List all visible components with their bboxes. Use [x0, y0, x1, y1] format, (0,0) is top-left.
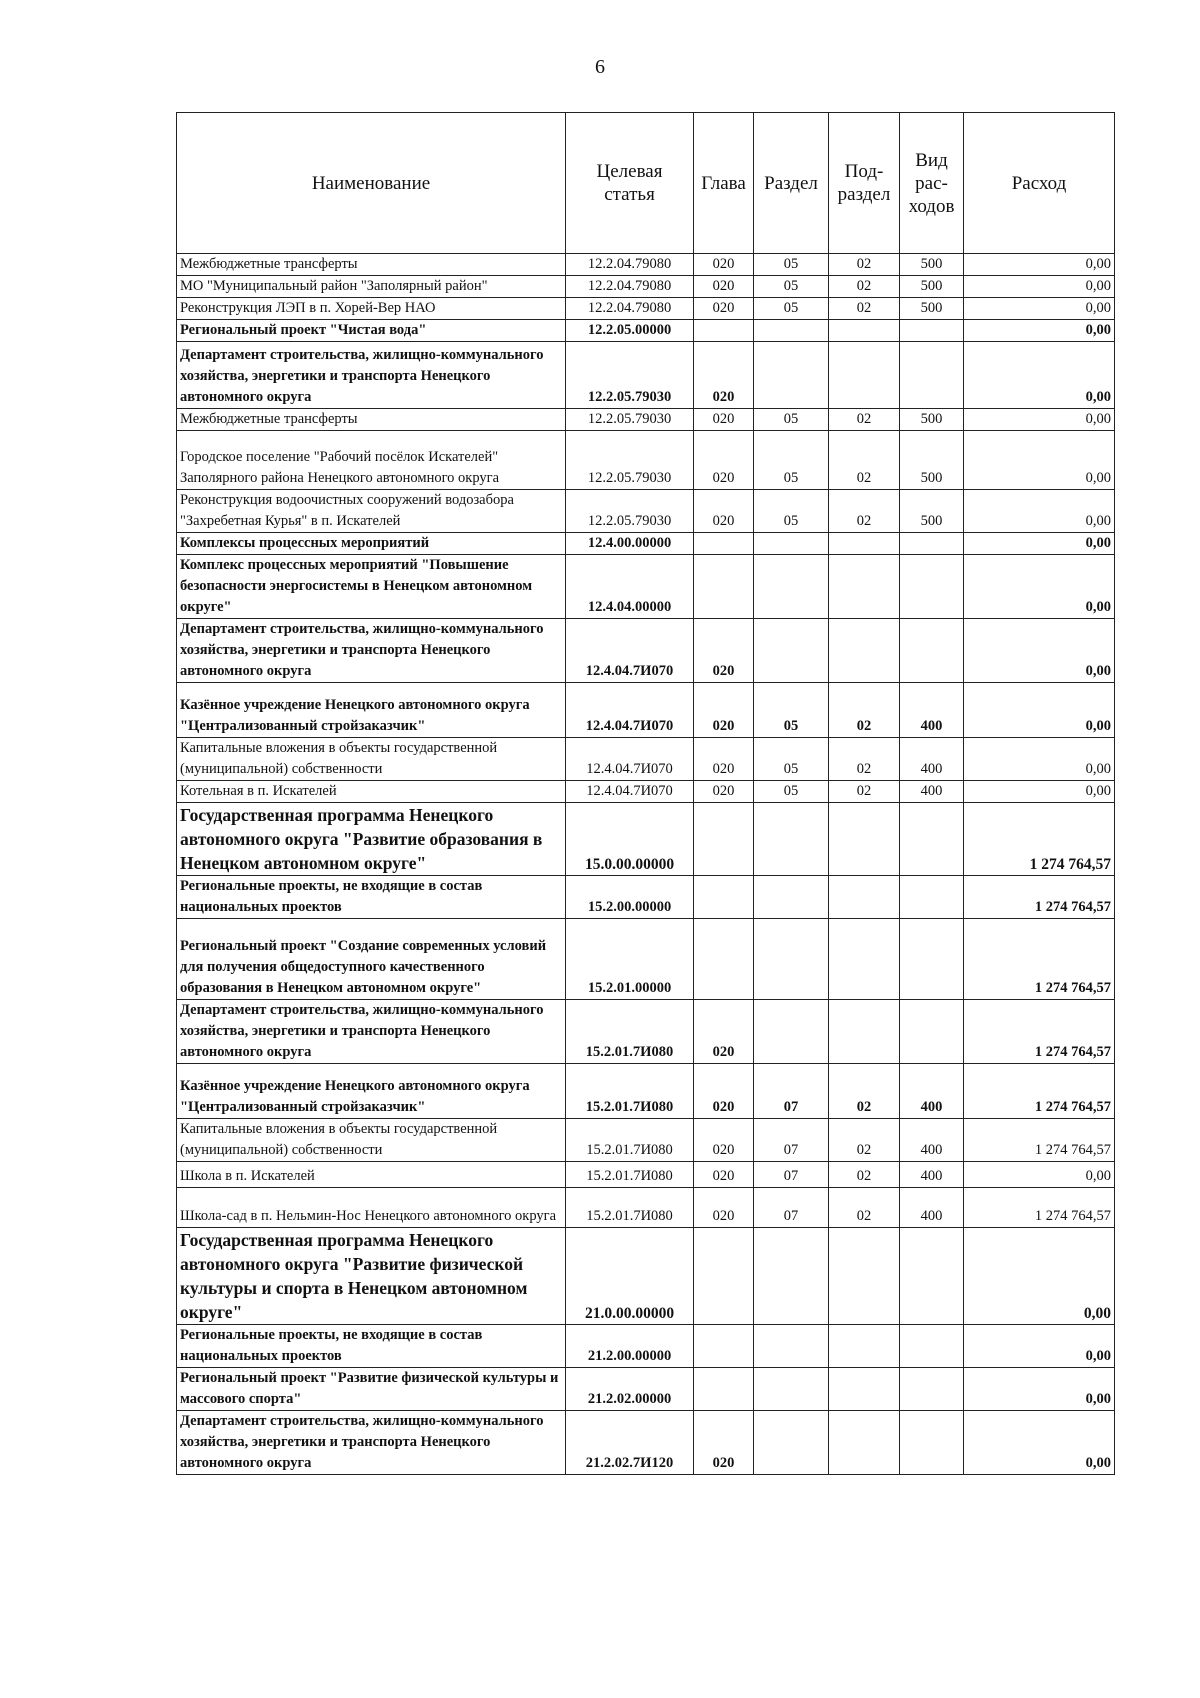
cell-expense-type [900, 555, 964, 619]
cell-target: 12.2.04.79080 [566, 276, 694, 298]
cell-name: Казённое учреждение Ненецкого автономного округа "Централизованный стройзаказчик" [177, 683, 566, 738]
cell-subsection [829, 533, 900, 555]
cell-target: 15.0.00.00000 [566, 803, 694, 876]
cell-section [754, 619, 829, 683]
header-chapter: Глава [694, 113, 754, 254]
header-expense-type: Вид рас-ходов [900, 113, 964, 254]
cell-subsection: 02 [829, 738, 900, 781]
cell-name: Капитальные вложения в объекты государственной (муниципальной) собственности [177, 738, 566, 781]
cell-chapter [694, 533, 754, 555]
table-row [177, 555, 1115, 619]
cell-chapter [694, 876, 754, 919]
cell-amount: 0,00 [964, 298, 1115, 320]
cell-section: 05 [754, 781, 829, 803]
cell-target: 12.2.04.79080 [566, 298, 694, 320]
cell-target: 15.2.01.00000 [566, 919, 694, 1000]
cell-subsection: 02 [829, 276, 900, 298]
cell-amount: 1 274 764,57 [964, 1064, 1115, 1119]
cell-expense-type [900, 876, 964, 919]
cell-section: 07 [754, 1064, 829, 1119]
cell-expense-type [900, 342, 964, 409]
cell-name: Региональный проект "Чистая вода" [177, 320, 566, 342]
cell-chapter [694, 1368, 754, 1411]
cell-chapter: 020 [694, 619, 754, 683]
cell-amount: 0,00 [964, 409, 1115, 431]
cell-expense-type: 500 [900, 431, 964, 490]
cell-target: 12.4.04.7И070 [566, 619, 694, 683]
cell-name: Реконструкция ЛЭП в п. Хорей-Вер НАО [177, 298, 566, 320]
cell-section [754, 803, 829, 876]
cell-name: Комплексы процессных мероприятий [177, 533, 566, 555]
cell-subsection [829, 919, 900, 1000]
cell-subsection: 02 [829, 781, 900, 803]
table-header-row [177, 113, 1115, 254]
cell-name: Реконструкция водоочистных сооружений водозабора "Захребетная Курья" в п. Искателей [177, 490, 566, 533]
cell-target: 15.2.01.7И080 [566, 1000, 694, 1064]
cell-name: Городское поселение "Рабочий посёлок Искателей" Заполярного района Ненецкого автономного округа [177, 431, 566, 490]
cell-subsection [829, 876, 900, 919]
cell-name: Капитальные вложения в объекты государственной (муниципальной) собственности [177, 1119, 566, 1162]
cell-target: 15.2.01.7И080 [566, 1064, 694, 1119]
cell-subsection [829, 803, 900, 876]
cell-subsection [829, 1411, 900, 1475]
table-row [177, 342, 1115, 409]
cell-subsection: 02 [829, 683, 900, 738]
table-row [177, 490, 1115, 533]
cell-amount: 0,00 [964, 1162, 1115, 1188]
cell-chapter [694, 555, 754, 619]
table-row [177, 781, 1115, 803]
cell-target: 12.2.05.79030 [566, 409, 694, 431]
cell-target: 15.2.01.7И080 [566, 1162, 694, 1188]
cell-chapter: 020 [694, 431, 754, 490]
cell-chapter: 020 [694, 738, 754, 781]
cell-chapter: 020 [694, 1000, 754, 1064]
cell-chapter [694, 320, 754, 342]
cell-section: 07 [754, 1162, 829, 1188]
cell-expense-type: 400 [900, 738, 964, 781]
cell-chapter: 020 [694, 409, 754, 431]
cell-subsection [829, 1000, 900, 1064]
cell-target: 15.2.01.7И080 [566, 1188, 694, 1228]
cell-subsection [829, 320, 900, 342]
cell-chapter: 020 [694, 276, 754, 298]
cell-target: 12.4.04.7И070 [566, 781, 694, 803]
table-row [177, 409, 1115, 431]
cell-name: Государственная программа Ненецкого автономного округа "Развитие образования в Ненецком автономном округе" [177, 803, 566, 876]
cell-amount: 1 274 764,57 [964, 1188, 1115, 1228]
cell-section [754, 342, 829, 409]
cell-name: Региональные проекты, не входящие в состав национальных проектов [177, 1325, 566, 1368]
cell-subsection [829, 619, 900, 683]
cell-expense-type [900, 1368, 964, 1411]
cell-expense-type: 500 [900, 409, 964, 431]
cell-name: Департамент строительства, жилищно-коммунального хозяйства, энергетики и транспорта Ненецкого автономного округа [177, 342, 566, 409]
cell-amount: 1 274 764,57 [964, 1119, 1115, 1162]
cell-chapter [694, 803, 754, 876]
cell-chapter: 020 [694, 1119, 754, 1162]
table-row [177, 1064, 1115, 1119]
cell-section [754, 1228, 829, 1325]
cell-expense-type: 400 [900, 1162, 964, 1188]
cell-chapter: 020 [694, 298, 754, 320]
header-amount: Расход [964, 113, 1115, 254]
cell-expense-type: 500 [900, 276, 964, 298]
table-row [177, 533, 1115, 555]
cell-target: 12.2.05.79030 [566, 431, 694, 490]
cell-name: Котельная в п. Искателей [177, 781, 566, 803]
cell-amount: 0,00 [964, 490, 1115, 533]
cell-amount: 0,00 [964, 342, 1115, 409]
cell-amount: 0,00 [964, 276, 1115, 298]
header-subsection: Под-раздел [829, 113, 900, 254]
cell-amount: 0,00 [964, 1411, 1115, 1475]
cell-subsection [829, 1368, 900, 1411]
cell-amount: 0,00 [964, 1228, 1115, 1325]
cell-section: 05 [754, 490, 829, 533]
cell-target: 12.2.04.79080 [566, 254, 694, 276]
header-target: Целевая статья [566, 113, 694, 254]
cell-chapter: 020 [694, 342, 754, 409]
cell-amount: 0,00 [964, 1368, 1115, 1411]
cell-subsection [829, 1228, 900, 1325]
cell-expense-type [900, 533, 964, 555]
cell-section [754, 1000, 829, 1064]
cell-subsection: 02 [829, 254, 900, 276]
cell-expense-type: 500 [900, 490, 964, 533]
cell-subsection: 02 [829, 1064, 900, 1119]
header-section: Раздел [754, 113, 829, 254]
table-row [177, 619, 1115, 683]
cell-amount: 0,00 [964, 619, 1115, 683]
cell-subsection [829, 555, 900, 619]
table-row [177, 1368, 1115, 1411]
cell-amount: 0,00 [964, 683, 1115, 738]
cell-target: 12.4.00.00000 [566, 533, 694, 555]
cell-target: 21.2.02.7И120 [566, 1411, 694, 1475]
cell-subsection: 02 [829, 431, 900, 490]
cell-amount: 0,00 [964, 320, 1115, 342]
cell-expense-type: 400 [900, 683, 964, 738]
cell-target: 12.2.05.79030 [566, 490, 694, 533]
cell-expense-type [900, 1000, 964, 1064]
cell-chapter: 020 [694, 781, 754, 803]
cell-expense-type: 400 [900, 1188, 964, 1228]
page-number: 6 [595, 56, 605, 78]
cell-name: Комплекс процессных мероприятий "Повышение безопасности энергосистемы в Ненецком автономном округе" [177, 555, 566, 619]
cell-target: 12.4.04.7И070 [566, 683, 694, 738]
cell-target: 21.0.00.00000 [566, 1228, 694, 1325]
cell-expense-type: 500 [900, 298, 964, 320]
cell-name: Межбюджетные трансферты [177, 409, 566, 431]
cell-expense-type [900, 1411, 964, 1475]
cell-amount: 1 274 764,57 [964, 1000, 1115, 1064]
cell-target: 12.2.05.00000 [566, 320, 694, 342]
cell-section [754, 555, 829, 619]
cell-section: 05 [754, 738, 829, 781]
table-row [177, 1411, 1115, 1475]
cell-chapter: 020 [694, 254, 754, 276]
table-row [177, 683, 1115, 738]
table-row [177, 431, 1115, 490]
table-row [177, 320, 1115, 342]
table-row [177, 1188, 1115, 1228]
cell-chapter: 020 [694, 683, 754, 738]
table-row [177, 738, 1115, 781]
cell-section [754, 320, 829, 342]
cell-expense-type [900, 320, 964, 342]
table-row [177, 1162, 1115, 1188]
cell-name: Региональные проекты, не входящие в состав национальных проектов [177, 876, 566, 919]
cell-expense-type [900, 919, 964, 1000]
cell-target: 21.2.02.00000 [566, 1368, 694, 1411]
cell-expense-type: 400 [900, 1119, 964, 1162]
cell-target: 12.2.05.79030 [566, 342, 694, 409]
cell-amount: 1 274 764,57 [964, 803, 1115, 876]
cell-subsection: 02 [829, 490, 900, 533]
cell-name: Региональный проект "Развитие физической культуры и массового спорта" [177, 1368, 566, 1411]
cell-section: 05 [754, 298, 829, 320]
table-row [177, 1228, 1115, 1325]
cell-section: 05 [754, 276, 829, 298]
cell-amount: 0,00 [964, 781, 1115, 803]
cell-section [754, 876, 829, 919]
cell-target: 15.2.01.7И080 [566, 1119, 694, 1162]
cell-target: 12.4.04.00000 [566, 555, 694, 619]
table-row [177, 298, 1115, 320]
cell-section: 07 [754, 1119, 829, 1162]
cell-chapter: 020 [694, 1162, 754, 1188]
cell-target: 12.4.04.7И070 [566, 738, 694, 781]
table-row [177, 1325, 1115, 1368]
cell-name: Департамент строительства, жилищно-коммунального хозяйства, энергетики и транспорта Ненецкого автономного округа [177, 1411, 566, 1475]
cell-section: 05 [754, 409, 829, 431]
cell-amount: 0,00 [964, 555, 1115, 619]
table-row [177, 1000, 1115, 1064]
cell-subsection: 02 [829, 298, 900, 320]
table-row [177, 1119, 1115, 1162]
cell-section [754, 533, 829, 555]
cell-name: Межбюджетные трансферты [177, 254, 566, 276]
cell-name: МО "Муниципальный район "Заполярный район" [177, 276, 566, 298]
cell-amount: 1 274 764,57 [964, 919, 1115, 1000]
cell-subsection [829, 1325, 900, 1368]
cell-name: Департамент строительства, жилищно-коммунального хозяйства, энергетики и транспорта Ненецкого автономного округа [177, 1000, 566, 1064]
cell-chapter: 020 [694, 1411, 754, 1475]
cell-section: 05 [754, 431, 829, 490]
cell-amount: 0,00 [964, 431, 1115, 490]
cell-name: Казённое учреждение Ненецкого автономного округа "Централизованный стройзаказчик" [177, 1064, 566, 1119]
cell-amount: 1 274 764,57 [964, 876, 1115, 919]
cell-expense-type: 500 [900, 254, 964, 276]
cell-name: Департамент строительства, жилищно-коммунального хозяйства, энергетики и транспорта Ненецкого автономного округа [177, 619, 566, 683]
cell-chapter: 020 [694, 490, 754, 533]
cell-name: Региональный проект "Создание современных условий для получения общедоступного качественного образования в Ненецком автономном округе" [177, 919, 566, 1000]
cell-name: Школа-сад в п. Нельмин-Нос Ненецкого автономного округа [177, 1188, 566, 1228]
table-row [177, 919, 1115, 1000]
cell-subsection: 02 [829, 1162, 900, 1188]
cell-expense-type: 400 [900, 1064, 964, 1119]
cell-amount: 0,00 [964, 254, 1115, 276]
cell-section [754, 1368, 829, 1411]
cell-subsection: 02 [829, 1119, 900, 1162]
header-name: Наименование [177, 113, 566, 254]
cell-section [754, 1411, 829, 1475]
cell-subsection: 02 [829, 409, 900, 431]
cell-section: 05 [754, 254, 829, 276]
cell-chapter: 020 [694, 1188, 754, 1228]
cell-name: Школа в п. Искателей [177, 1162, 566, 1188]
cell-target: 15.2.00.00000 [566, 876, 694, 919]
cell-amount: 0,00 [964, 1325, 1115, 1368]
budget-table [176, 112, 1115, 1475]
cell-expense-type [900, 619, 964, 683]
cell-chapter [694, 1228, 754, 1325]
table-row [177, 876, 1115, 919]
cell-name: Государственная программа Ненецкого автономного округа "Развитие физической культуры и спорта в Ненецком автономном округе" [177, 1228, 566, 1325]
cell-amount: 0,00 [964, 738, 1115, 781]
table-row [177, 803, 1115, 876]
cell-expense-type: 400 [900, 781, 964, 803]
cell-expense-type [900, 1325, 964, 1368]
table-row [177, 276, 1115, 298]
cell-subsection: 02 [829, 1188, 900, 1228]
cell-section [754, 919, 829, 1000]
cell-section [754, 1325, 829, 1368]
cell-section: 07 [754, 1188, 829, 1228]
cell-amount: 0,00 [964, 533, 1115, 555]
cell-chapter: 020 [694, 1064, 754, 1119]
cell-subsection [829, 342, 900, 409]
cell-chapter [694, 1325, 754, 1368]
cell-expense-type [900, 803, 964, 876]
cell-expense-type [900, 1228, 964, 1325]
cell-target: 21.2.00.00000 [566, 1325, 694, 1368]
table-row [177, 254, 1115, 276]
cell-chapter [694, 919, 754, 1000]
cell-section: 05 [754, 683, 829, 738]
